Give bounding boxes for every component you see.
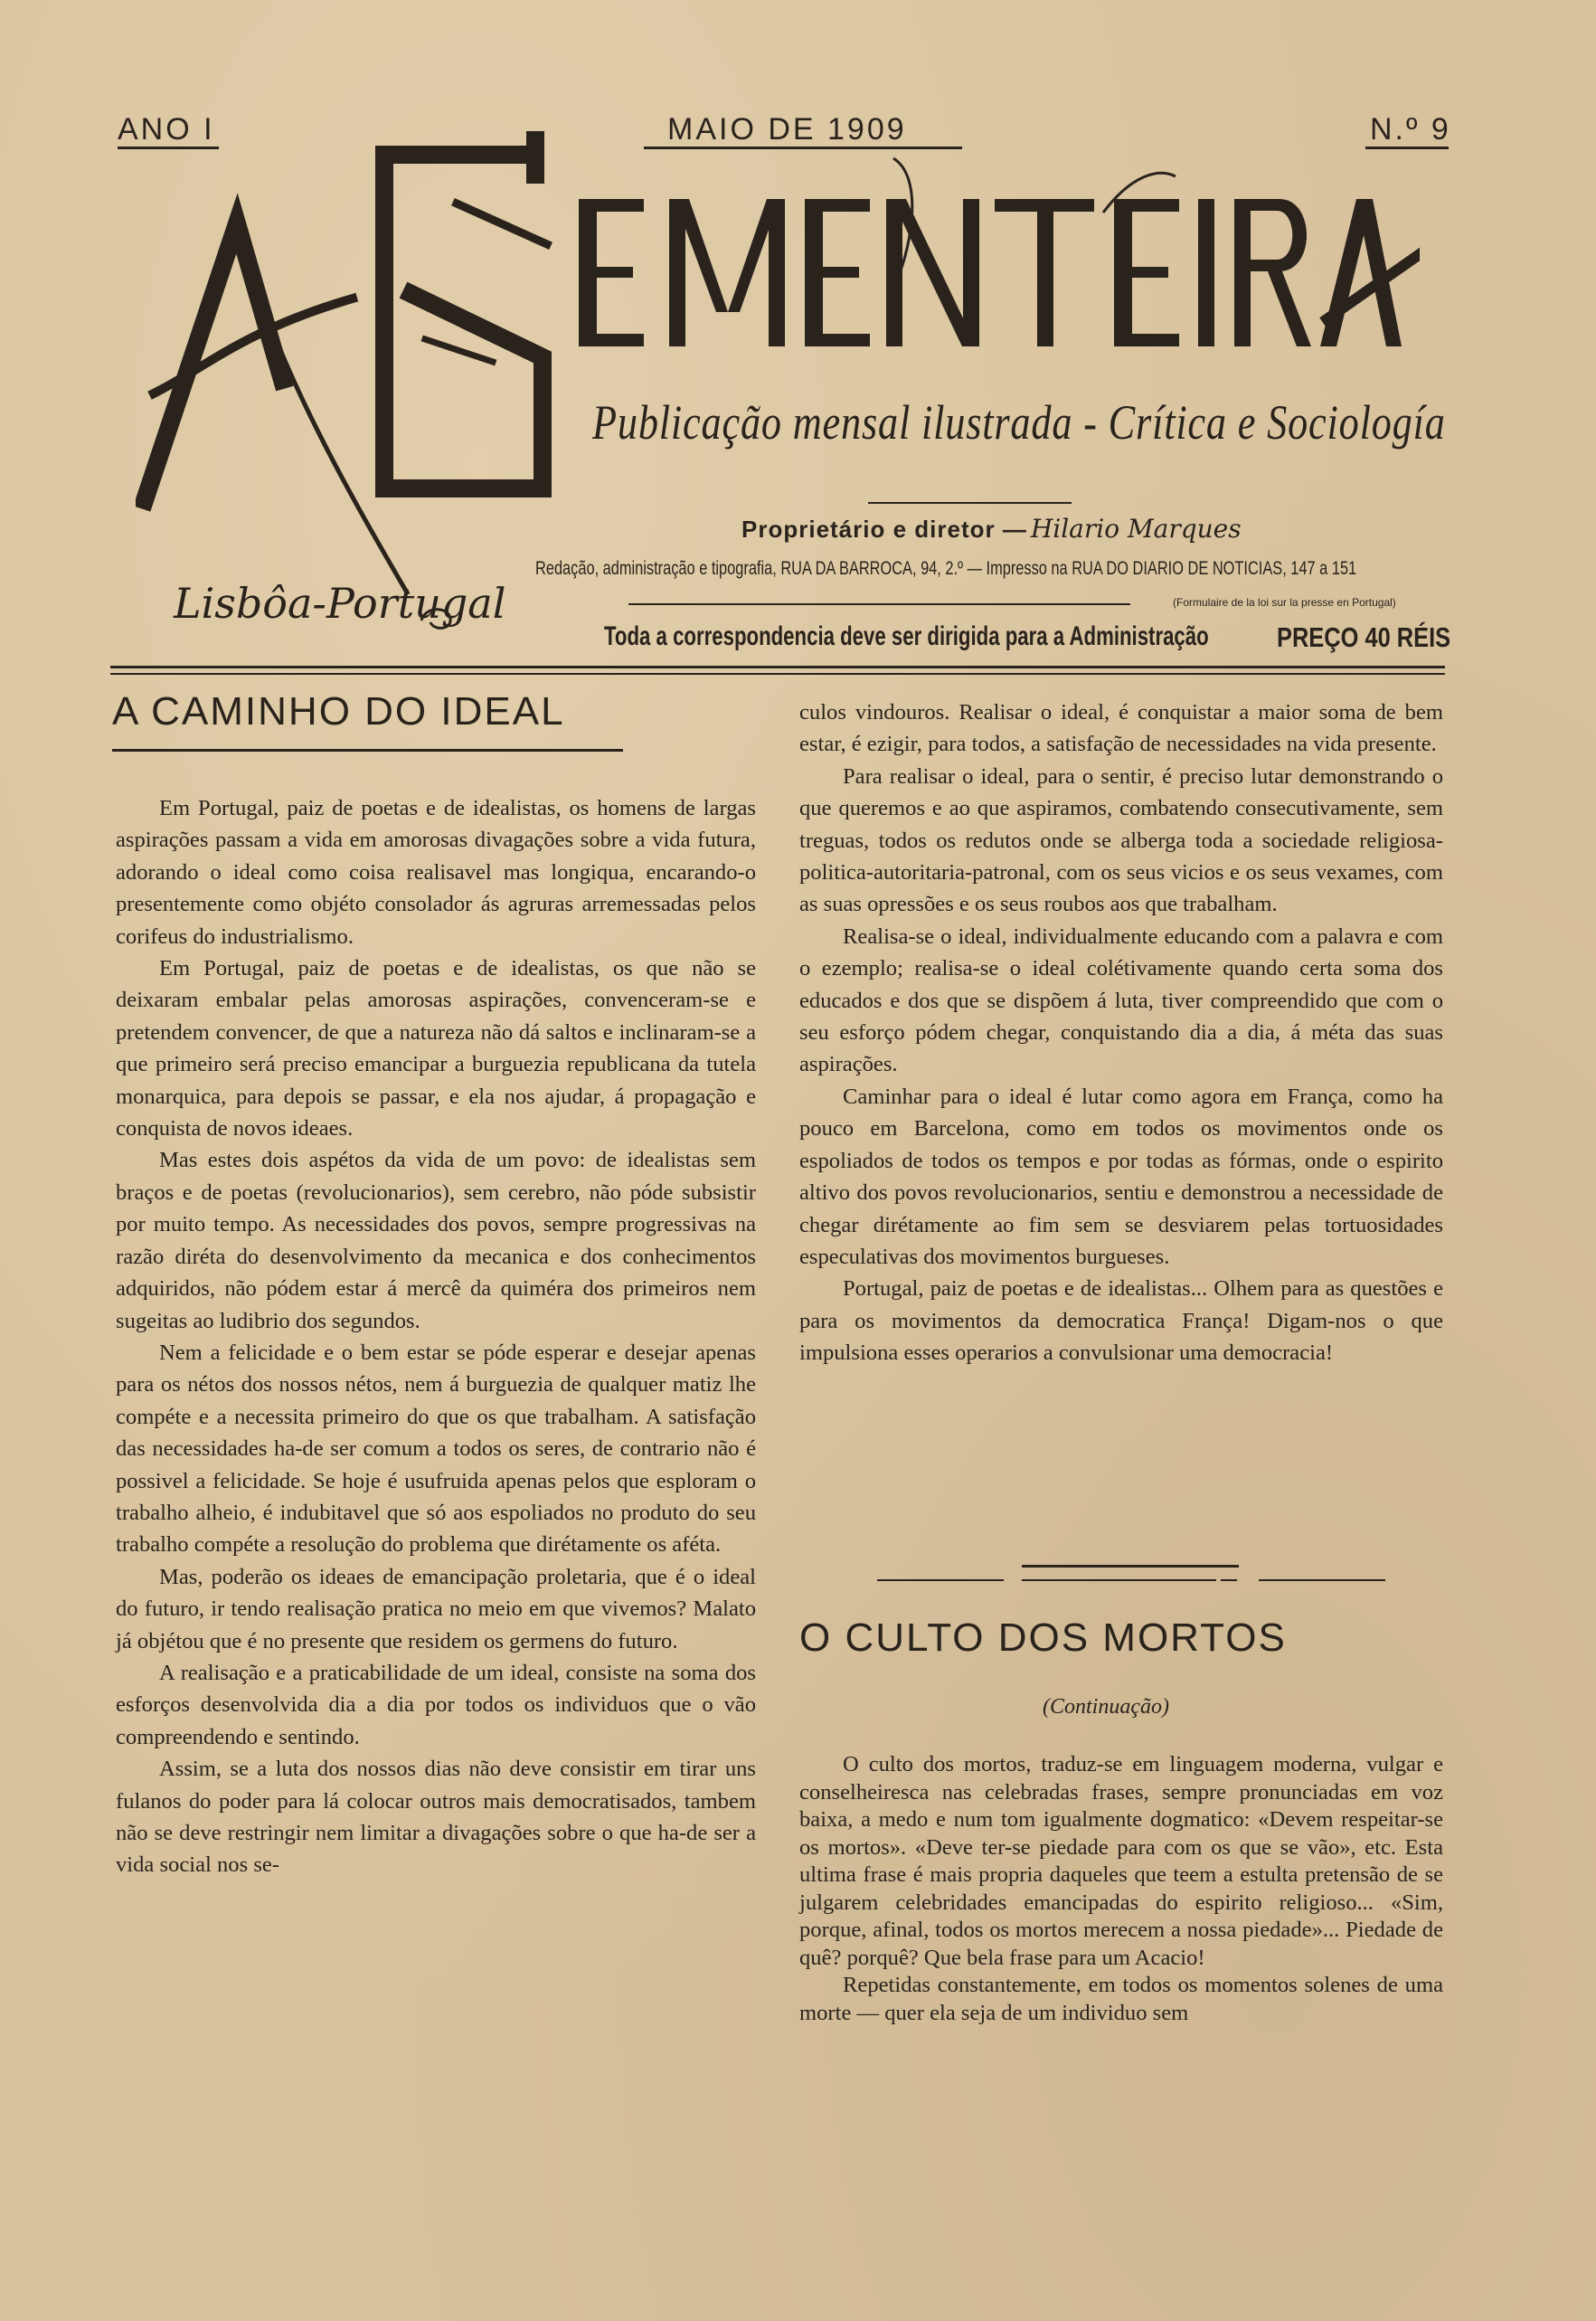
issue-date: MAIO DE 1909	[667, 112, 907, 147]
article1-paragraph: Portugal, paiz de poetas e de idealistas... Olhem para as questões e para os movimentos da democratica França! Digam-nos o que impulsiona esses operarios a convulsionar uma democracia!	[799, 1276, 1443, 1366]
article1-paragraph: Assim, se a luta dos nossos dias não deve consistir em tirar uns fulanos do poder para lá colocar outros mais democratisados, tambem não se deve restringir nem limitar a divagações sobre o que ha-de ser a vida social nos se-	[116, 1757, 756, 1878]
flourish-icon	[418, 602, 456, 633]
article1-paragraph: Para realisar o ideal, para o sentir, é preciso lutar demonstrando o que queremos e ao que aspiramos, combatendo consecutivamente, sem treguas, todos os redutos onde se alberga toda a sociedade religiosa-politica-autoritaria-patronal, com os seus vicios e os seus vexames, com as suas opressões e os seus roubos aos que trabalham.	[799, 763, 1443, 917]
place-label: Lisbôa-Portugal	[174, 579, 506, 628]
price-label: PREÇO 40 RÉIS	[1277, 621, 1451, 653]
header-rule-bottom	[110, 673, 1445, 675]
article1-title-rule	[112, 749, 623, 752]
article1-right-column	[799, 696, 1443, 1369]
separator-rule	[877, 1579, 1004, 1581]
article2-paragraph: O culto dos mortos, traduz-se em linguagem moderna, vulgar e conselheiresca nas celebradas frases, sempre pronunciadas em voz baixa, a medo e num tom igualmente dogmatico: «Devem respeitar-se os mortos». «Deve ter-se piedade para com os que se vão», etc. Esta ultima frase é mais propria daqueles que teem a estulta pretensão de se julgarem celebridades emancipadas do espirito religioso... «Sim, porque, afinal, todos os mortos merecem a nossa piedade»... Piedade de quê? porquê? Que bela frase para um Acacio!	[799, 1752, 1443, 1970]
formulaire-note: (Formulaire de la loi sur la presse en Portugal)	[1173, 596, 1396, 609]
separator-rule	[1022, 1579, 1216, 1581]
owner-name: Hilario Marques	[1030, 514, 1242, 544]
owner-line	[741, 514, 1242, 544]
masthead-logo	[136, 122, 1420, 629]
article2-paragraph: Repetidas constantemente, em todos os momentos solenes de uma morte — quer ela seja de um individuo sem	[799, 1973, 1443, 2025]
issue-number: N.º 9	[1370, 112, 1451, 147]
article1-paragraph: Mas, poderão os ideaes de emancipação proletaria, que é o ideal do futuro, ir tendo realisação pratica no meio em que vivemos? Malato já objétou que é no presente que residem os germens do futuro.	[116, 1564, 756, 1653]
masthead-subtitle: Publicação mensal ilustrada - Crítica e Sociología	[592, 395, 1446, 450]
address-line: Redação, administração e tipografia, RUA DA BARROCA, 94, 2.º — Impresso na RUA DO DIARIO DE NOTICIAS, 147 a 151	[535, 558, 1357, 579]
article1-title: A CAMINHO DO IDEAL	[112, 689, 565, 734]
separator-rule	[1221, 1579, 1237, 1581]
separator-rule	[1259, 1579, 1385, 1581]
article1-paragraph: Mas estes dois aspétos da vida de um povo: de idealistas sem braços e de poetas (revolucionarios), sem cerebro, não póde subsistir por muito tempo. As necessidades dos povos, sempre progressivas na razão diréta do desenvolvimento da mecanica e dos conhecimentos adquiridos, não pódem estar á mercê da quiméra dos primeiros nem sugeitas ao ludibrio dos segundos.	[116, 1148, 756, 1333]
article2-title: O CULTO DOS MORTOS	[799, 1615, 1287, 1660]
correspondence-note: Toda a correspondencia deve ser dirigida para a Administração	[604, 621, 1209, 651]
header-rule-top	[110, 666, 1445, 668]
article1-paragraph: Caminhar para o ideal é lutar como agora em França, como ha pouco em Barcelona, como em todos os movimentos onde os espoliados de todos os tempos e por todas as fórmas, onde o espirito altivo dos povos revolucionarios, sentiu e demonstrou a necessidade de chegar dirétamente ao fim sem se desviarem pelas tortuosidades especulativas dos movimentos burgueses.	[799, 1084, 1443, 1269]
article1-left-column	[116, 792, 756, 1881]
article1-paragraph: A realisação e a praticabilidade de um ideal, consiste na soma dos esforços desenvolvida dia a dia por todos os individuos que o vão compreendendo e sentindo.	[116, 1660, 756, 1749]
continuation-label: (Continuação)	[1043, 1695, 1169, 1719]
owner-label: Proprietário e diretor —	[741, 516, 1027, 543]
address-rule	[628, 603, 1130, 605]
article1-paragraph: Em Portugal, paiz de poetas e de idealistas, os homens de largas aspirações passam a vida em amorosas divagações sobre a vida futura, adorando o ideal como coisa realisavel mas longiqua, encarando-o presentemente como objéto consolador ás agruras arremessadas pelos corifeus do industrialismo.	[116, 796, 756, 949]
issue-year: ANO I	[118, 112, 215, 147]
separator-rule	[1022, 1565, 1239, 1568]
article1-paragraph: Realisa-se o ideal, individualmente educando com a palavra e com o ezemplo; realisa-se o ideal colétivamente quando certa soma dos educados e dos que se dispõem á luta, tiver compreendido que com o seu esforço pódem chegar, conquistando dia a dia, á méta das suas aspirações.	[799, 924, 1443, 1077]
article1-paragraph: Nem a felicidade e o bem estar se póde esperar e desejar apenas para os nétos dos nossos nétos, nem á burguezia de qualquer matiz lhe compéte e a necessita primeiro do que os que trabalham. A satisfação das necessidades ha-de ser comum a todos os seres, de contrario não é possivel a felicidade. Se hoje é usufruida apenas pelos que esploram o trabalho alheio, é indubitavel que só aos espoliados no produto do seu trabalho compéte a resolução do problema que dirétamente os aféta.	[116, 1340, 756, 1558]
article1-paragraph: culos vindouros. Realisar o ideal, é conquistar a maior soma de bem estar, é ezigir, para todos, a satisfação de necessidades na vida presente.	[799, 700, 1443, 757]
subtitle-rule	[868, 502, 1072, 504]
article2-column	[799, 1751, 1443, 2027]
article1-paragraph: Em Portugal, paiz de poetas e de idealistas, os que não se deixaram embalar pelas amorosas aspirações, convenceram-se e pretendem convencer, de que a natureza não dá saltos e inclinaram-se a que primeiro será preciso emancipar a burguezia republicana da tutela monarquica, para depois se passar, e ela nos ajudar, á propagação e conquista de novos ideaes.	[116, 956, 756, 1142]
